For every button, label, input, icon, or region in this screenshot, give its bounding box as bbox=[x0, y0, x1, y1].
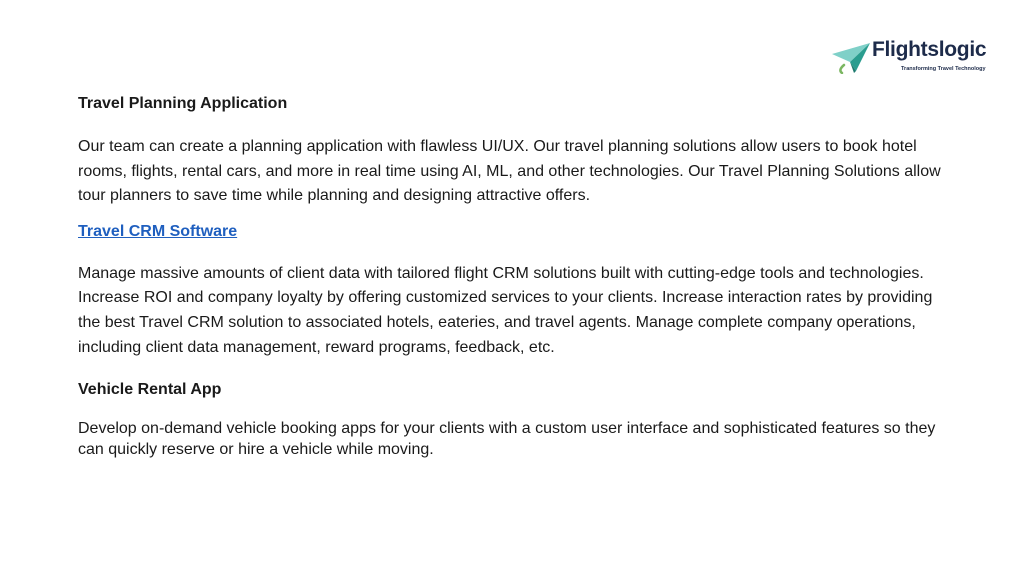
section-body-travel-planning: Our team can create a planning application with flawless UI/UX. Our travel planning solutions allow users to book hotel rooms, flights, rental cars, and more in real time using AI, ML, and other technologies. Our Travel Planning Solutions allow tour planners to save time while planning and designing attractive offers. bbox=[78, 138, 941, 205]
section-body-travel-crm: Manage massive amounts of client data with tailored flight CRM solutions built with cutting-edge tools and technologies. Increase ROI and company loyalty by offering customized services to your clients. Increase interaction rates by providing the best Travel CRM solution to associated hotels, eateries, and travel agents. Manage complete company operations, including client data management, reward programs, feedback, etc. bbox=[78, 264, 933, 356]
section-heading-travel-crm-link[interactable]: Travel CRM Software bbox=[78, 222, 238, 240]
brand-name: Flightslogic bbox=[872, 38, 987, 61]
section-heading-vehicle-rental: Vehicle Rental App bbox=[78, 381, 222, 399]
document-body bbox=[78, 93, 948, 460]
section-body-vehicle-rental: Develop on-demand vehicle booking apps for your clients with a custom user interface and sophisticated features so they can quickly reserve or hire a vehicle while moving. bbox=[78, 420, 936, 459]
brand-logo bbox=[830, 38, 990, 76]
section-heading-travel-planning: Travel Planning Application bbox=[78, 95, 288, 112]
brand-tagline: Transforming Travel Technology bbox=[901, 66, 986, 72]
paper-plane-icon bbox=[830, 40, 874, 74]
